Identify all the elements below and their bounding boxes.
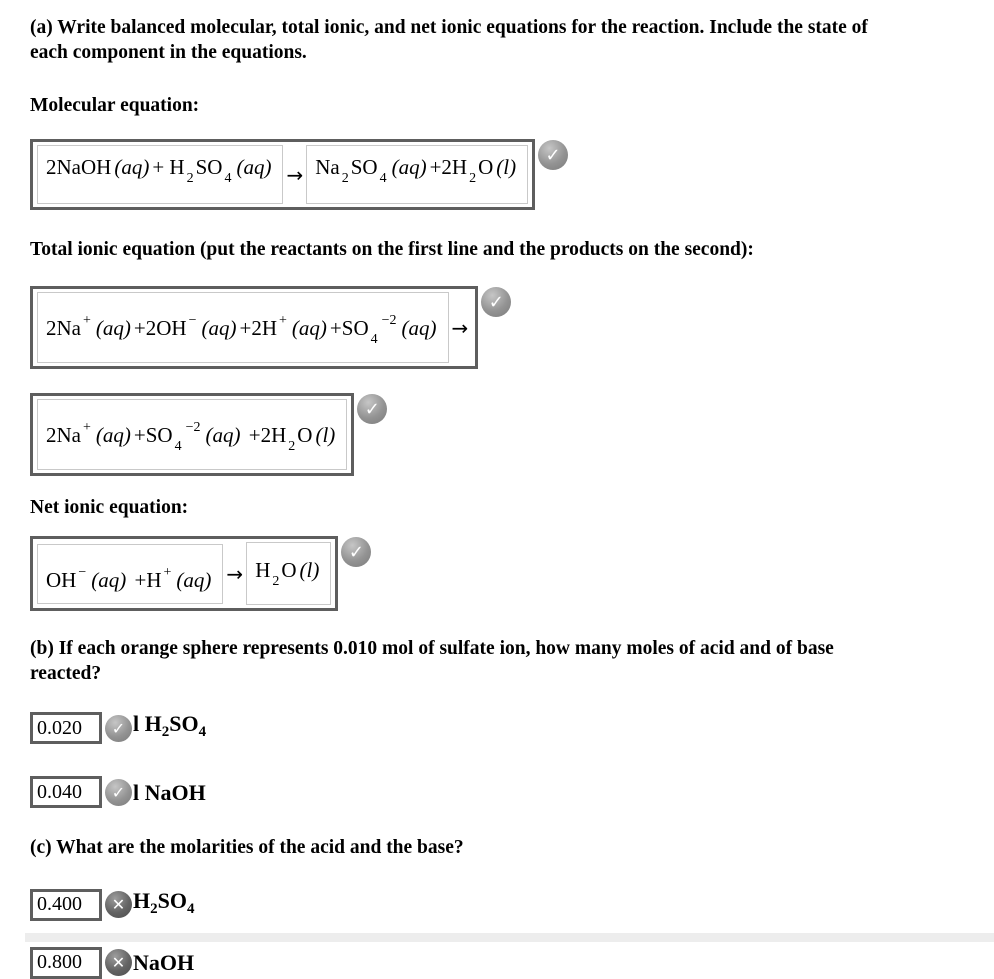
molarity-h2so4-unit-label: $H_2SO_4$ bbox=[133, 887, 195, 917]
total-ionic-line2-row bbox=[30, 393, 970, 476]
reaction-arrow: → bbox=[226, 561, 244, 586]
part-a-prompt bbox=[30, 16, 970, 65]
incorrect-x-icon: ✕ bbox=[105, 949, 132, 976]
total-ionic-equation-label: Total ionic equation (put the reactants on the first line and the products on the second): bbox=[30, 239, 754, 260]
reaction-arrow: → bbox=[451, 315, 469, 340]
correct-check-icon: ✓ bbox=[357, 394, 387, 424]
correct-check-icon: ✓ bbox=[105, 715, 132, 742]
net-ionic-products-field[interactable]: H $_2$O (l) bbox=[246, 542, 331, 605]
molarity-acid-answer-row bbox=[30, 887, 970, 923]
molarity-h2so4-input[interactable] bbox=[30, 889, 102, 921]
net-ionic-equation-row bbox=[30, 536, 970, 611]
total-ionic-products-field[interactable]: 2Na + (aq) +SO $_4^{-2}$ (aq) +2H $_2$O (l) bbox=[37, 399, 347, 470]
molecular-equation-answer-box bbox=[30, 139, 535, 210]
moles-acid-answer-row bbox=[30, 710, 970, 746]
molecular-products-field[interactable]: Na $_2$SO $_4$ (aq) +2H $_2$O (l) bbox=[306, 145, 528, 204]
total-ionic-line2-answer-box bbox=[30, 393, 354, 476]
correct-check-icon: ✓ bbox=[481, 287, 511, 317]
part-b-prompt-line1: (b) If each orange sphere represents 0.010 mol of sulfate ion, how many moles of acid and of base bbox=[30, 638, 834, 659]
total-ionic-line1-answer-box bbox=[30, 286, 478, 369]
part-b-prompt-line2: reacted? bbox=[30, 662, 102, 684]
molecular-reactants-field[interactable]: 2NaOH (aq) + H $_2$SO $_4$ (aq) bbox=[37, 145, 283, 204]
net-ionic-reactants-field[interactable]: OH − (aq) +H + (aq) bbox=[37, 544, 223, 604]
moles-base-answer-row bbox=[30, 776, 970, 808]
net-ionic-equation-label: Net ionic equation: bbox=[30, 497, 189, 518]
correct-check-icon: ✓ bbox=[341, 537, 371, 567]
correct-check-icon: ✓ bbox=[105, 779, 132, 806]
molarity-naoh-unit-label: NaOH bbox=[133, 950, 195, 975]
part-a-prompt-line2: each component in the equations. bbox=[30, 41, 307, 63]
horizontal-scrollbar[interactable] bbox=[25, 933, 994, 942]
reaction-arrow: → bbox=[286, 162, 304, 187]
part-b-prompt bbox=[30, 637, 970, 686]
total-ionic-line1-row bbox=[30, 286, 970, 369]
incorrect-x-icon: ✕ bbox=[105, 891, 132, 918]
part-a-prompt-line1: (a) Write balanced molecular, total ionic, and net ionic equations for the reaction. Include the state of bbox=[30, 17, 868, 38]
moles-naoh-unit-label: l NaOH bbox=[133, 779, 206, 805]
moles-h2so4-input[interactable] bbox=[30, 712, 102, 744]
correct-check-icon: ✓ bbox=[538, 140, 568, 170]
molarity-base-answer-row bbox=[30, 947, 970, 979]
molarity-naoh-input[interactable] bbox=[30, 947, 102, 979]
moles-h2so4-unit-label: l $H_2SO_4$ bbox=[133, 711, 207, 740]
molecular-equation-label: Molecular equation: bbox=[30, 95, 200, 116]
molecular-equation-row bbox=[30, 139, 970, 210]
total-ionic-reactants-field[interactable]: 2Na + (aq) +2OH − (aq) +2H + (aq) +SO $_4^{-2}$ (aq) bbox=[37, 292, 449, 363]
net-ionic-answer-box bbox=[30, 536, 338, 611]
part-c-prompt: (c) What are the molarities of the acid and the base? bbox=[30, 837, 464, 858]
moles-naoh-input[interactable] bbox=[30, 776, 102, 808]
